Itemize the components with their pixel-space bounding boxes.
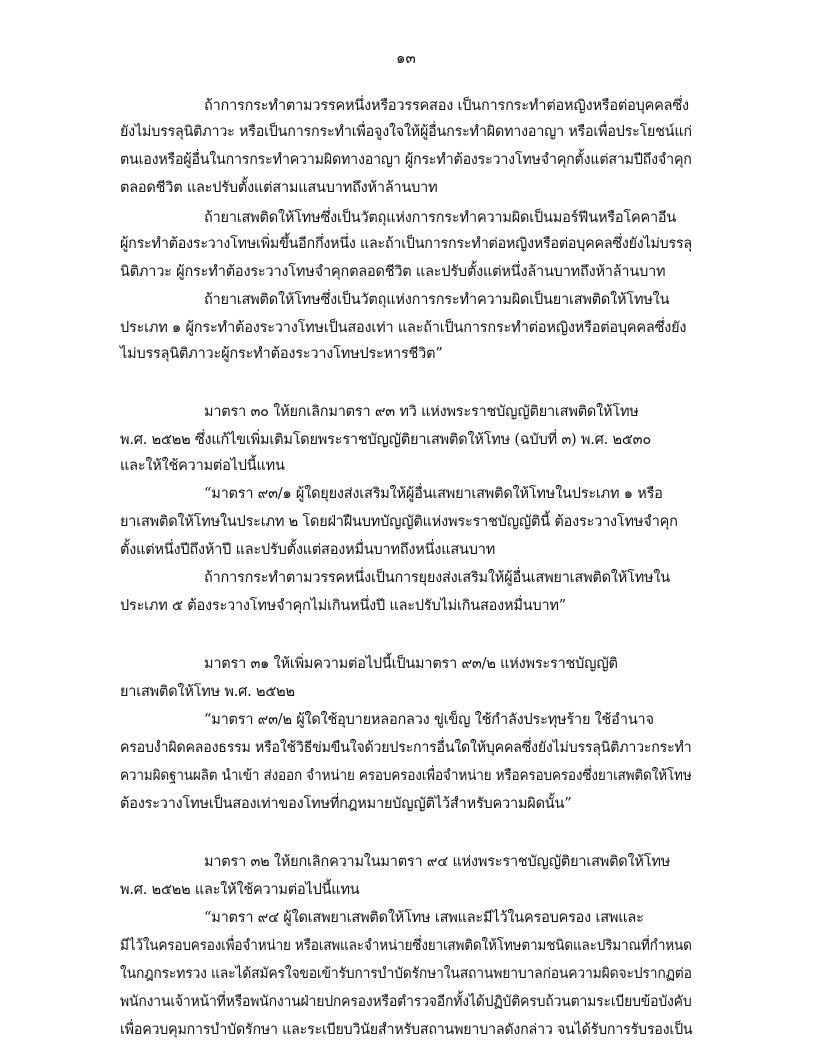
text-line: ยาเสพติดให้โทษในประเภท ๒ โดยฝ่าฝืนบทบัญญัติแห่งพระราชบัญญัตินี้ ต้องระวางโทษจำคุก [120,514,678,530]
text-line: “มาตรา ๙๔ ผู้ใดเสพยาเสพติดให้โทษ เสพและมีไว้ในครอบครอง เสพและ [204,910,644,926]
text-line: ตนเองหรือผู้อื่นในการกระทำความผิดทางอาญา ผู้กระทำต้องระวางโทษจำคุกตั้งแต่สามปีถึงจำคุก [120,152,692,168]
text-line: ตลอดชีวิต และปรับตั้งแต่สามแสนบาทถึงห้าล้านบาท [120,180,438,196]
text-line: ยังไม่บรรลุนิติภาวะ หรือเป็นการกระทำเพื่อจูงใจให้ผู้อื่นกระทำผิดทางอาญา หรือเพื่อประโยชน์แก่ [120,124,692,140]
text-line: ตั้งแต่หนึ่งปีถึงห้าปี และปรับตั้งแต่สองหมื่นบาทถึงหนึ่งแสนบาท [120,542,496,558]
text-line: ถ้าการกระทำตามวรรคหนึ่งหรือวรรคสอง เป็นการกระทำต่อหญิงหรือต่อบุคคลซึ่ง [204,98,689,114]
text-line: ผู้กระทำต้องระวางโทษเพิ่มขึ้นอีกกึ่งหนึ่ง และถ้าเป็นการกระทำต่อหญิงหรือต่อบุคคลซึ่งยังไม่บรรลุ [120,236,692,252]
text-line: “มาตรา ๙๓/๒ ผู้ใดใช้อุบายหลอกลวง ขู่เข็ญ ใช้กำลังประทุษร้าย ใช้อำนาจ [204,712,654,728]
text-line: ต้องระวางโทษเป็นสองเท่าของโทษที่กฎหมายบัญญัติไว้สำหรับความผิดนั้น” [120,796,572,812]
text-line: มาตรา ๓๑ ให้เพิ่มความต่อไปนี้เป็นมาตรา ๙๓/๒ แห่งพระราชบัญญัติ [204,656,618,672]
text-line: “มาตรา ๙๓/๑ ผู้ใดยุยงส่งเสริมให้ผู้อื่นเสพยาเสพติดให้โทษในประเภท ๑ หรือ [204,486,663,502]
text-line: ประเภท ๕ ต้องระวางโทษจำคุกไม่เกินหนึ่งปี และปรับไม่เกินสองหมื่นบาท” [120,598,566,614]
text-line: ยาเสพติดให้โทษ พ.ศ. ๒๕๒๒ [120,684,295,700]
text-line: พ.ศ. ๒๕๒๒ และให้ใช้ความต่อไปนี้แทน [120,882,360,898]
text-line: ถ้าการกระทำตามวรรคหนึ่งเป็นการยุยงส่งเสริมให้ผู้อื่นเสพยาเสพติดให้โทษใน [204,570,670,586]
text-line: ถ้ายาเสพติดให้โทษซึ่งเป็นวัตถุแห่งการกระทำความผิดเป็นมอร์ฟีนหรือโคคาอีน [204,210,677,226]
text-line: มาตรา ๓๐ ให้ยกเลิกมาตรา ๙๓ ทวิ แห่งพระราชบัญญัติยาเสพติดให้โทษ [204,404,639,420]
text-line: ในกฎกระทรวง และได้สมัครใจขอเข้ารับการบำบัดรักษาในสถานพยาบาลก่อนความผิดจะปรากฏต่อ [120,966,692,982]
text-line: ครอบงำผิดคลองธรรม หรือใช้วิธีข่มขืนใจด้วยประการอื่นใดให้บุคคลซึ่งยังไม่บรรลุนิติภาวะกระทำ [120,740,692,756]
text-line: เพื่อควบคุมการบำบัดรักษา และระเบียบวินัยสำหรับสถานพยาบาลดังกล่าว จนได้รับการรับรองเป็น [120,1022,693,1038]
text-line: มาตรา ๓๒ ให้ยกเลิกความในมาตรา ๙๔ แห่งพระราชบัญญัติยาเสพติดให้โทษ [204,854,671,870]
text-line: และให้ใช้ความต่อไปนี้แทน [120,458,285,474]
text-line: มีไว้ในครอบครองเพื่อจำหน่าย หรือเสพและจำหน่ายซึ่งยาเสพติดให้โทษตามชนิดและปริมาณที่กำหนด [120,938,692,954]
text-line: นิติภาวะ ผู้กระทำต้องระวางโทษจำคุกตลอดชีวิต และปรับตั้งแต่หนึ่งล้านบาทถึงห้าล้านบาท [120,264,666,280]
text-line: พนักงานเจ้าหน้าที่หรือพนักงานฝ่ายปกครองหรือตำรวจอีกทั้งได้ปฏิบัติครบถ้วนตามระเบียบข้อบังคับ [120,994,692,1010]
text-line: ไม่บรรลุนิติภาวะผู้กระทำต้องระวางโทษประหารชีวิต” [120,346,443,362]
text-line: พ.ศ. ๒๕๒๒ ซึ่งแก้ไขเพิ่มเติมโดยพระราชบัญญัติยาเสพติดให้โทษ (ฉบับที่ ๓) พ.ศ. ๒๕๓๐ [120,432,651,448]
text-line: ประเภท ๑ ผู้กระทำต้องระวางโทษเป็นสองเท่า และถ้าเป็นการกระทำต่อหญิงหรือต่อบุคคลซึ่งยัง [120,320,687,336]
page-number: ๑๓ [396,49,416,67]
text-line: ความผิดฐานผลิต นำเข้า ส่งออก จำหน่าย ครอบครองเพื่อจำหน่าย หรือครอบครองซึ่งยาเสพติดให้โทษ [120,768,692,784]
text-line: ถ้ายาเสพติดให้โทษซึ่งเป็นวัตถุแห่งการกระทำความผิดเป็นยาเสพติดให้โทษใน [204,292,670,308]
